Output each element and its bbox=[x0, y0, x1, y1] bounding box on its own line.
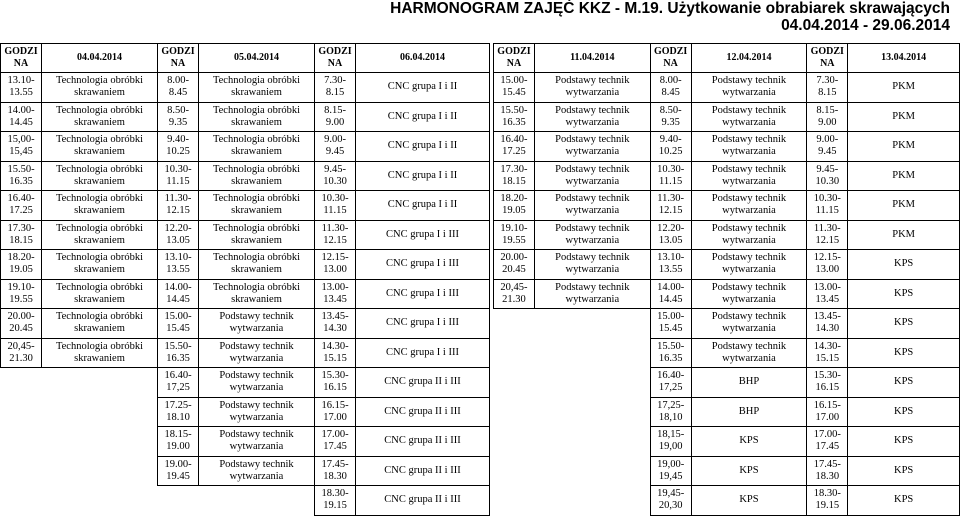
time-slot-cell: 16.40- 17.25 bbox=[494, 132, 535, 162]
empty-cell bbox=[42, 368, 158, 398]
time-slot-cell: 7.30- 8.15 bbox=[807, 73, 848, 103]
time-slot-cell: 17.25- 18.10 bbox=[158, 397, 199, 427]
subject-cell: CNC grupa I i III bbox=[356, 338, 490, 368]
empty-cell bbox=[42, 456, 158, 486]
time-slot-cell: 20.00- 20.45 bbox=[494, 250, 535, 280]
subject-cell: Podstawy technik wytwarzania bbox=[691, 161, 807, 191]
subject-cell: CNC grupa I i III bbox=[356, 220, 490, 250]
schedule-row bbox=[1, 102, 490, 132]
time-slot-cell: 8.50- 9.35 bbox=[158, 102, 199, 132]
time-column-header: GODZI NA bbox=[1, 44, 42, 73]
schedule-row bbox=[494, 309, 960, 339]
time-slot-cell: 8.15- 9.00 bbox=[315, 102, 356, 132]
subject-cell: CNC grupa II i III bbox=[356, 397, 490, 427]
schedule-row bbox=[1, 132, 490, 162]
subject-cell: Podstawy technik wytwarzania bbox=[534, 191, 650, 221]
subject-cell: Technologia obróbki skrawaniem bbox=[199, 161, 315, 191]
subject-cell: Podstawy technik wytwarzania bbox=[691, 132, 807, 162]
subject-cell: Podstawy technik wytwarzania bbox=[199, 368, 315, 398]
empty-cell bbox=[1, 486, 42, 516]
schedule-row bbox=[1, 220, 490, 250]
schedule-row bbox=[1, 279, 490, 309]
time-slot-cell: 17.00- 17.45 bbox=[315, 427, 356, 457]
time-slot-cell: 12.20- 13.05 bbox=[158, 220, 199, 250]
subject-cell: KPS bbox=[691, 456, 807, 486]
subject-cell: CNC grupa I i III bbox=[356, 309, 490, 339]
subject-cell: KPS bbox=[848, 279, 960, 309]
document-title bbox=[0, 0, 950, 34]
empty-cell bbox=[42, 486, 158, 516]
subject-cell: Technologia obróbki skrawaniem bbox=[42, 161, 158, 191]
time-slot-cell: 14.30- 15.15 bbox=[315, 338, 356, 368]
schedule-row bbox=[494, 220, 960, 250]
empty-cell bbox=[494, 338, 535, 368]
subject-cell: CNC grupa II i III bbox=[356, 456, 490, 486]
schedule-row bbox=[494, 486, 960, 516]
subject-cell: Technologia obróbki skrawaniem bbox=[42, 220, 158, 250]
subject-cell: PKM bbox=[848, 102, 960, 132]
subject-cell: Technologia obróbki skrawaniem bbox=[42, 250, 158, 280]
subject-cell: KPS bbox=[848, 427, 960, 457]
schedule-row bbox=[494, 368, 960, 398]
time-slot-cell: 16.40- 17,25 bbox=[650, 368, 691, 398]
time-slot-cell: 15.50- 16.35 bbox=[650, 338, 691, 368]
subject-cell: Technologia obróbki skrawaniem bbox=[42, 102, 158, 132]
time-slot-cell: 13.10- 13.55 bbox=[650, 250, 691, 280]
subject-cell: Podstawy technik wytwarzania bbox=[691, 279, 807, 309]
subject-cell: CNC grupa I i II bbox=[356, 73, 490, 103]
time-slot-cell: 11.30- 12.15 bbox=[315, 220, 356, 250]
time-slot-cell: 19,00- 19,45 bbox=[650, 456, 691, 486]
time-slot-cell: 7.30- 8.15 bbox=[315, 73, 356, 103]
schedule-row bbox=[1, 368, 490, 398]
empty-cell bbox=[1, 397, 42, 427]
date-column-header: 12.04.2014 bbox=[691, 44, 807, 73]
time-slot-cell: 15.30- 16.15 bbox=[315, 368, 356, 398]
subject-cell: PKM bbox=[848, 161, 960, 191]
schedule-row bbox=[494, 250, 960, 280]
time-slot-cell: 18.15- 19.00 bbox=[158, 427, 199, 457]
time-slot-cell: 20.00- 20.45 bbox=[1, 309, 42, 339]
subject-cell: KPS bbox=[691, 427, 807, 457]
empty-cell bbox=[42, 427, 158, 457]
time-slot-cell: 9.00- 9.45 bbox=[315, 132, 356, 162]
empty-cell bbox=[199, 486, 315, 516]
schedule-row bbox=[494, 73, 960, 103]
subject-cell: KPS bbox=[848, 250, 960, 280]
subject-cell: Podstawy technik wytwarzania bbox=[691, 250, 807, 280]
schedule-table-right bbox=[493, 43, 960, 516]
subject-cell: CNC grupa I i II bbox=[356, 191, 490, 221]
empty-cell bbox=[494, 427, 535, 457]
subject-cell: KPS bbox=[848, 456, 960, 486]
time-slot-cell: 16.15- 17.00 bbox=[315, 397, 356, 427]
time-column-header: GODZI NA bbox=[315, 44, 356, 73]
empty-cell bbox=[534, 397, 650, 427]
time-slot-cell: 11.30- 12.15 bbox=[807, 220, 848, 250]
time-slot-cell: 8.50- 9.35 bbox=[650, 102, 691, 132]
subject-cell: Podstawy technik wytwarzania bbox=[691, 102, 807, 132]
schedule-row bbox=[1, 456, 490, 486]
subject-cell: Podstawy technik wytwarzania bbox=[691, 73, 807, 103]
time-slot-cell: 11.30- 12.15 bbox=[158, 191, 199, 221]
time-slot-cell: 18.20- 19.05 bbox=[1, 250, 42, 280]
empty-cell bbox=[1, 456, 42, 486]
subject-cell: Technologia obróbki skrawaniem bbox=[199, 73, 315, 103]
subject-cell: KPS bbox=[848, 486, 960, 516]
time-slot-cell: 17.30- 18.15 bbox=[1, 220, 42, 250]
time-slot-cell: 13.10- 13.55 bbox=[1, 73, 42, 103]
subject-cell: CNC grupa I i II bbox=[356, 161, 490, 191]
time-slot-cell: 10.30- 11.15 bbox=[158, 161, 199, 191]
date-column-header: 04.04.2014 bbox=[42, 44, 158, 73]
time-slot-cell: 14.30- 15.15 bbox=[807, 338, 848, 368]
empty-cell bbox=[42, 397, 158, 427]
time-slot-cell: 13.00- 13.45 bbox=[315, 279, 356, 309]
time-slot-cell: 19,45- 20,30 bbox=[650, 486, 691, 516]
subject-cell: Podstawy technik wytwarzania bbox=[534, 279, 650, 309]
time-slot-cell: 10.30- 11.15 bbox=[650, 161, 691, 191]
subject-cell: Technologia obróbki skrawaniem bbox=[42, 309, 158, 339]
subject-cell: Technologia obróbki skrawaniem bbox=[199, 132, 315, 162]
time-slot-cell: 9.45- 10.30 bbox=[807, 161, 848, 191]
subject-cell: Podstawy technik wytwarzania bbox=[534, 250, 650, 280]
empty-cell bbox=[494, 309, 535, 339]
time-slot-cell: 13.45- 14.30 bbox=[315, 309, 356, 339]
time-slot-cell: 15.00- 15.45 bbox=[158, 309, 199, 339]
schedule-row bbox=[1, 397, 490, 427]
subject-cell: KPS bbox=[848, 338, 960, 368]
schedule-row bbox=[1, 486, 490, 516]
empty-cell bbox=[1, 427, 42, 457]
subject-cell: Technologia obróbki skrawaniem bbox=[199, 102, 315, 132]
time-column-header: GODZI NA bbox=[158, 44, 199, 73]
subject-cell: Podstawy technik wytwarzania bbox=[691, 220, 807, 250]
subject-cell: CNC grupa II i III bbox=[356, 368, 490, 398]
time-slot-cell: 16.15- 17.00 bbox=[807, 397, 848, 427]
time-slot-cell: 17,25- 18,10 bbox=[650, 397, 691, 427]
empty-cell bbox=[494, 486, 535, 516]
time-slot-cell: 17.30- 18.15 bbox=[494, 161, 535, 191]
subject-cell: PKM bbox=[848, 132, 960, 162]
schedule-row bbox=[1, 427, 490, 457]
subject-cell: Podstawy technik wytwarzania bbox=[534, 220, 650, 250]
schedule-row bbox=[494, 338, 960, 368]
subject-cell: Technologia obróbki skrawaniem bbox=[199, 250, 315, 280]
time-slot-cell: 15.00- 15.45 bbox=[650, 309, 691, 339]
time-slot-cell: 8.15- 9.00 bbox=[807, 102, 848, 132]
subject-cell: Technologia obróbki skrawaniem bbox=[42, 191, 158, 221]
schedule-row bbox=[1, 73, 490, 103]
subject-cell: KPS bbox=[848, 397, 960, 427]
schedule-row bbox=[494, 279, 960, 309]
time-slot-cell: 14.00- 14.45 bbox=[1, 102, 42, 132]
empty-cell bbox=[534, 486, 650, 516]
empty-cell bbox=[534, 456, 650, 486]
empty-cell bbox=[494, 456, 535, 486]
time-slot-cell: 13.45- 14.30 bbox=[807, 309, 848, 339]
subject-cell: Podstawy technik wytwarzania bbox=[199, 309, 315, 339]
schedule-row bbox=[1, 309, 490, 339]
time-slot-cell: 13.00- 13.45 bbox=[807, 279, 848, 309]
schedule-row bbox=[494, 161, 960, 191]
date-column-header: 13.04.2014 bbox=[848, 44, 960, 73]
subject-cell: KPS bbox=[848, 309, 960, 339]
subject-cell: CNC grupa I i II bbox=[356, 132, 490, 162]
subject-cell: PKM bbox=[848, 220, 960, 250]
subject-cell: PKM bbox=[848, 191, 960, 221]
empty-cell bbox=[1, 368, 42, 398]
schedule-table-left bbox=[0, 43, 490, 516]
time-slot-cell: 8.00- 8.45 bbox=[158, 73, 199, 103]
time-slot-cell: 18.30- 19.15 bbox=[807, 486, 848, 516]
time-column-header: GODZI NA bbox=[494, 44, 535, 73]
time-slot-cell: 19.10- 19.55 bbox=[494, 220, 535, 250]
subject-cell: Technologia obróbki skrawaniem bbox=[199, 191, 315, 221]
subject-cell: Podstawy technik wytwarzania bbox=[691, 338, 807, 368]
time-slot-cell: 14.00- 14.45 bbox=[650, 279, 691, 309]
time-slot-cell: 15.30- 16.15 bbox=[807, 368, 848, 398]
subject-cell: Technologia obróbki skrawaniem bbox=[199, 279, 315, 309]
subject-cell: Technologia obróbki skrawaniem bbox=[42, 279, 158, 309]
empty-cell bbox=[534, 427, 650, 457]
time-slot-cell: 17.45- 18.30 bbox=[807, 456, 848, 486]
subject-cell: Podstawy technik wytwarzania bbox=[199, 397, 315, 427]
subject-cell: Technologia obróbki skrawaniem bbox=[42, 338, 158, 368]
subject-cell: BHP bbox=[691, 397, 807, 427]
empty-cell bbox=[534, 368, 650, 398]
time-slot-cell: 11.30- 12.15 bbox=[650, 191, 691, 221]
empty-cell bbox=[494, 368, 535, 398]
schedule-row bbox=[494, 132, 960, 162]
subject-cell: Podstawy technik wytwarzania bbox=[691, 309, 807, 339]
subject-cell: Podstawy technik wytwarzania bbox=[534, 132, 650, 162]
time-slot-cell: 15.00- 15.45 bbox=[494, 73, 535, 103]
time-column-header: GODZI NA bbox=[650, 44, 691, 73]
time-slot-cell: 15.50- 16.35 bbox=[494, 102, 535, 132]
schedule-row bbox=[494, 456, 960, 486]
subject-cell: CNC grupa II i III bbox=[356, 486, 490, 516]
time-slot-cell: 15.50- 16.35 bbox=[158, 338, 199, 368]
subject-cell: Podstawy technik wytwarzania bbox=[534, 161, 650, 191]
subject-cell: Podstawy technik wytwarzania bbox=[691, 191, 807, 221]
date-column-header: 11.04.2014 bbox=[534, 44, 650, 73]
subject-cell: CNC grupa I i III bbox=[356, 250, 490, 280]
subject-cell: Technologia obróbki skrawaniem bbox=[42, 132, 158, 162]
schedule-row bbox=[1, 191, 490, 221]
time-slot-cell: 13.10- 13.55 bbox=[158, 250, 199, 280]
schedule-row bbox=[494, 102, 960, 132]
time-slot-cell: 12.20- 13.05 bbox=[650, 220, 691, 250]
time-slot-cell: 14.00- 14.45 bbox=[158, 279, 199, 309]
subject-cell: Podstawy technik wytwarzania bbox=[534, 102, 650, 132]
time-slot-cell: 17.45- 18.30 bbox=[315, 456, 356, 486]
subject-cell: Podstawy technik wytwarzania bbox=[199, 456, 315, 486]
subject-cell: CNC grupa I i II bbox=[356, 102, 490, 132]
subject-cell: CNC grupa II i III bbox=[356, 427, 490, 457]
subject-cell: CNC grupa I i III bbox=[356, 279, 490, 309]
subject-cell: BHP bbox=[691, 368, 807, 398]
time-slot-cell: 12.15- 13.00 bbox=[315, 250, 356, 280]
date-column-header: 06.04.2014 bbox=[356, 44, 490, 73]
schedule-row bbox=[1, 161, 490, 191]
empty-cell bbox=[158, 486, 199, 516]
time-slot-cell: 9.40- 10.25 bbox=[650, 132, 691, 162]
time-slot-cell: 18,15- 19,00 bbox=[650, 427, 691, 457]
time-slot-cell: 9.45- 10.30 bbox=[315, 161, 356, 191]
time-slot-cell: 9.40- 10.25 bbox=[158, 132, 199, 162]
time-slot-cell: 9.00- 9.45 bbox=[807, 132, 848, 162]
time-slot-cell: 15,00- 15,45 bbox=[1, 132, 42, 162]
empty-cell bbox=[534, 309, 650, 339]
time-slot-cell: 18.30- 19.15 bbox=[315, 486, 356, 516]
title-line-1: HARMONOGRAM ZAJĘĆ KKZ - M.19. Użytkowanie obrabiarek skrawających bbox=[390, 0, 950, 17]
time-slot-cell: 16.40- 17.25 bbox=[1, 191, 42, 221]
empty-cell bbox=[494, 397, 535, 427]
time-slot-cell: 12.15- 13.00 bbox=[807, 250, 848, 280]
empty-cell bbox=[534, 338, 650, 368]
time-slot-cell: 10.30- 11.15 bbox=[807, 191, 848, 221]
subject-cell: Podstawy technik wytwarzania bbox=[534, 73, 650, 103]
schedule-row bbox=[494, 191, 960, 221]
subject-cell: Technologia obróbki skrawaniem bbox=[42, 73, 158, 103]
time-slot-cell: 19.00- 19.45 bbox=[158, 456, 199, 486]
date-column-header: 05.04.2014 bbox=[199, 44, 315, 73]
time-slot-cell: 8.00- 8.45 bbox=[650, 73, 691, 103]
subject-cell: Podstawy technik wytwarzania bbox=[199, 338, 315, 368]
schedule-row bbox=[1, 338, 490, 368]
time-slot-cell: 19.10- 19.55 bbox=[1, 279, 42, 309]
subject-cell: KPS bbox=[691, 486, 807, 516]
time-column-header: GODZI NA bbox=[807, 44, 848, 73]
subject-cell: PKM bbox=[848, 73, 960, 103]
time-slot-cell: 17.00- 17.45 bbox=[807, 427, 848, 457]
schedule-row bbox=[1, 250, 490, 280]
subject-cell: Podstawy technik wytwarzania bbox=[199, 427, 315, 457]
subject-cell: Technologia obróbki skrawaniem bbox=[199, 220, 315, 250]
time-slot-cell: 18.20- 19.05 bbox=[494, 191, 535, 221]
time-slot-cell: 20,45- 21.30 bbox=[1, 338, 42, 368]
title-line-2: 04.04.2014 - 29.06.2014 bbox=[781, 17, 950, 34]
time-slot-cell: 16.40- 17,25 bbox=[158, 368, 199, 398]
schedule-row bbox=[494, 427, 960, 457]
time-slot-cell: 20,45- 21.30 bbox=[494, 279, 535, 309]
schedule-row bbox=[494, 397, 960, 427]
time-slot-cell: 10.30- 11.15 bbox=[315, 191, 356, 221]
subject-cell: KPS bbox=[848, 368, 960, 398]
time-slot-cell: 15.50- 16.35 bbox=[1, 161, 42, 191]
